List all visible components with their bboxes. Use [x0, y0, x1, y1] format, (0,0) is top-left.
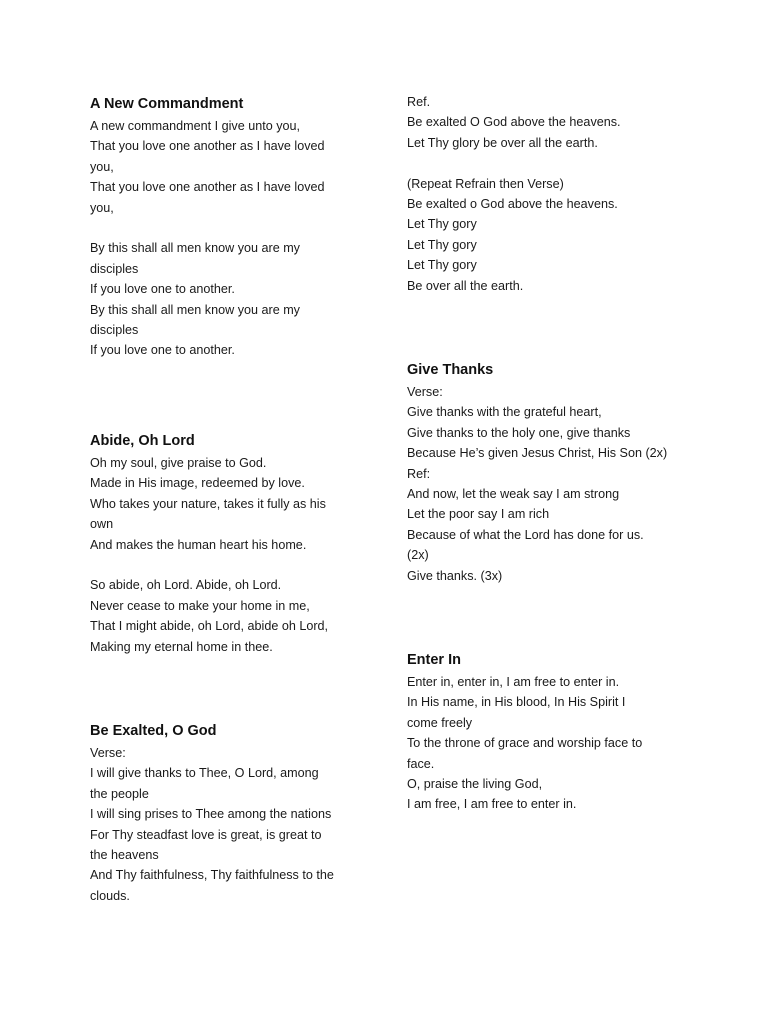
lyrics [407, 92, 697, 296]
song-give-thanks [407, 360, 697, 586]
lyric-line: By this shall all men know you are my [90, 302, 300, 317]
lyric-line: the people [90, 786, 149, 801]
lyric-line: come freely [407, 715, 473, 730]
song-be-exalted-o-god [90, 721, 366, 906]
lyric-line: By this shall all men know you are my [90, 241, 300, 256]
lyric-line: Let Thy glory be over all the earth. [407, 135, 598, 150]
lyric-line: That you love one another as I have loved [90, 139, 325, 154]
lyric-line: disciples [90, 323, 139, 338]
lyrics [90, 453, 366, 657]
blank-line [90, 555, 366, 575]
lyric-line: Let Thy gory [407, 237, 477, 252]
lyric-line: I will sing prises to Thee among the nations [90, 807, 332, 822]
lyric-line: To the throne of grace and worship face to [407, 736, 643, 751]
lyric-line: (2x) [407, 548, 429, 563]
lyric-line: Because of what the Lord has done for us. [407, 527, 644, 542]
lyric-line: you, [90, 159, 114, 174]
lyric-line: Be exalted O God above the heavens. [407, 115, 621, 130]
song-title: Enter In [407, 652, 461, 668]
lyric-line: Who takes your nature, takes it fully as his [90, 496, 326, 511]
blank-line [90, 218, 366, 238]
lyric-line: That you love one another as I have loved [90, 180, 325, 195]
song-title: Abide, Oh Lord [90, 433, 195, 449]
lyric-line: you, [90, 200, 114, 215]
lyric-line: And Thy faithfulness, Thy faithfulness to the [90, 868, 334, 883]
lyrics [407, 382, 697, 586]
song-title: Be Exalted, O God [90, 723, 217, 739]
lyrics [407, 672, 697, 815]
lyric-line: Let Thy gory [407, 217, 477, 232]
song-a-new-commandment [90, 94, 366, 361]
lyric-line: So abide, oh Lord. Abide, oh Lord. [90, 578, 282, 593]
blank-line [407, 153, 697, 173]
lyric-line: Ref. [407, 95, 431, 109]
lyrics [90, 743, 366, 906]
lyric-line: own [90, 517, 114, 532]
lyric-line: Ref: [407, 466, 431, 481]
lyric-line: Oh my soul, give praise to God. [90, 456, 267, 470]
lyric-line: Making my eternal home in thee. [90, 639, 273, 654]
lyric-line: O, praise the living God, [407, 777, 543, 792]
song-title: A New Commandment [90, 96, 244, 112]
lyric-line: disciples [90, 261, 139, 276]
lyric-line: Enter in, enter in, I am free to enter in. [407, 675, 620, 689]
lyric-line: Never cease to make your home in me, [90, 598, 310, 613]
lyric-line: Give thanks to the holy one, give thanks [407, 425, 631, 440]
lyric-line: Let the poor say I am rich [407, 507, 550, 522]
song-be-exalted-refrain [407, 92, 697, 296]
lyric-line: Verse: [90, 746, 126, 760]
lyric-line: If you love one to another. [90, 343, 235, 358]
song-abide-oh-lord [90, 431, 366, 657]
song-title: Give Thanks [407, 362, 494, 378]
lyric-line: And now, let the weak say I am strong [407, 487, 620, 502]
lyric-line: That I might abide, oh Lord, abide oh Lord, [90, 619, 329, 634]
lyric-line: the heavens [90, 848, 159, 863]
lyric-line: I am free, I am free to enter in. [407, 797, 577, 812]
lyric-line: And makes the human heart his home. [90, 537, 307, 552]
lyric-line: Because He’s given Jesus Christ, His Son (2x) [407, 446, 668, 461]
lyric-line: Give thanks with the grateful heart, [407, 405, 602, 420]
lyric-line: Made in His image, redeemed by love. [90, 476, 305, 491]
lyric-line: In His name, in His blood, In His Spirit I [407, 695, 626, 710]
lyric-line: face. [407, 756, 435, 771]
song-enter-in [407, 650, 697, 815]
lyric-line: Be exalted o God above the heavens. [407, 197, 618, 212]
lyric-line: Give thanks. (3x) [407, 568, 503, 583]
lyric-line: Verse: [407, 385, 443, 399]
lyric-line: Be over all the earth. [407, 278, 524, 293]
lyric-line: clouds. [90, 888, 130, 903]
lyric-line: If you love one to another. [90, 282, 235, 297]
lyric-line: A new commandment I give unto you, [90, 119, 301, 133]
lyrics [90, 116, 366, 361]
lyric-line: I will give thanks to Thee, O Lord, among [90, 766, 319, 781]
lyric-line: Let Thy gory [407, 258, 477, 273]
lyric-line: For Thy steadfast love is great, is great to [90, 827, 322, 842]
lyric-line: (Repeat Refrain then Verse) [407, 176, 564, 191]
